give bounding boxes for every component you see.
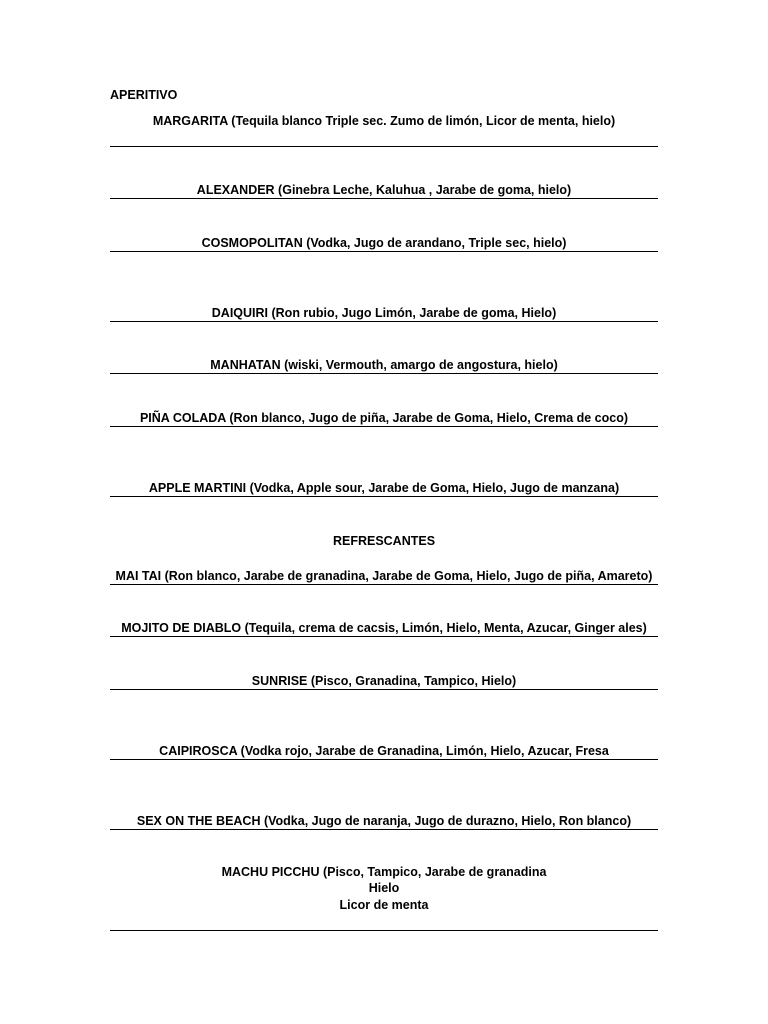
cocktail-cosmopolitan: COSMOPOLITAN (Vodka, Jugo de arandano, Triple sec, hielo) (201, 236, 567, 250)
divider-line (110, 321, 658, 322)
divider-line (110, 146, 658, 147)
cocktail-machu-picchu-ingredient: Licor de menta (339, 898, 429, 912)
divider-line (110, 426, 658, 427)
section-title-aperitivo: APERITIVO (110, 88, 178, 102)
cocktail-manhatan: MANHATAN (wiski, Vermouth, amargo de angostura, hielo) (210, 358, 558, 372)
divider-line (110, 759, 658, 760)
cocktail-alexander: ALEXANDER (Ginebra Leche, Kaluhua , Jarabe de goma, hielo) (196, 183, 572, 197)
cocktail-mojito-de-diablo: MOJITO DE DIABLO (Tequila, crema de cacsis, Limón, Hielo, Menta, Azucar, Ginger ales) (121, 621, 647, 635)
cocktail-machu-picchu: MACHU PICCHU (Pisco, Tampico, Jarabe de granadina (221, 865, 547, 879)
cocktail-sex-on-the-beach: SEX ON THE BEACH (Vodka, Jugo de naranja, Jugo de durazno, Hielo, Ron blanco) (136, 814, 632, 828)
cocktail-caipirosca: CAIPIROSCA (Vodka rojo, Jarabe de Granadina, Limón, Hielo, Azucar, Fresa (159, 744, 609, 758)
cocktail-daiquiri: DAIQUIRI (Ron rubio, Jugo Limón, Jarabe de goma, Hielo) (211, 306, 557, 320)
cocktail-pina-colada: PIÑA COLADA (Ron blanco, Jugo de piña, Jarabe de Goma, Hielo, Crema de coco) (139, 411, 629, 425)
cocktail-sunrise: SUNRISE (Pisco, Granadina, Tampico, Hielo) (251, 674, 517, 688)
divider-line (110, 251, 658, 252)
section-title-refrescantes: REFRESCANTES (332, 534, 436, 548)
divider-line (110, 689, 658, 690)
cocktail-margarita: MARGARITA (Tequila blanco Triple sec. Zumo de limón, Licor de menta, hielo) (152, 114, 616, 128)
divider-line (110, 636, 658, 637)
divider-line (110, 373, 658, 374)
divider-line (110, 930, 658, 931)
divider-line (110, 829, 658, 830)
cocktail-mai-tai: MAI TAI (Ron blanco, Jarabe de granadina, Jarabe de Goma, Hielo, Jugo de piña, Amareto) (115, 569, 653, 583)
divider-line (110, 198, 658, 199)
cocktail-machu-picchu-ingredient: Hielo (368, 881, 400, 895)
divider-line (110, 584, 658, 585)
divider-line (110, 496, 658, 497)
cocktail-apple-martini: APPLE MARTINI (Vodka, Apple sour, Jarabe de Goma, Hielo, Jugo de manzana) (148, 481, 620, 495)
